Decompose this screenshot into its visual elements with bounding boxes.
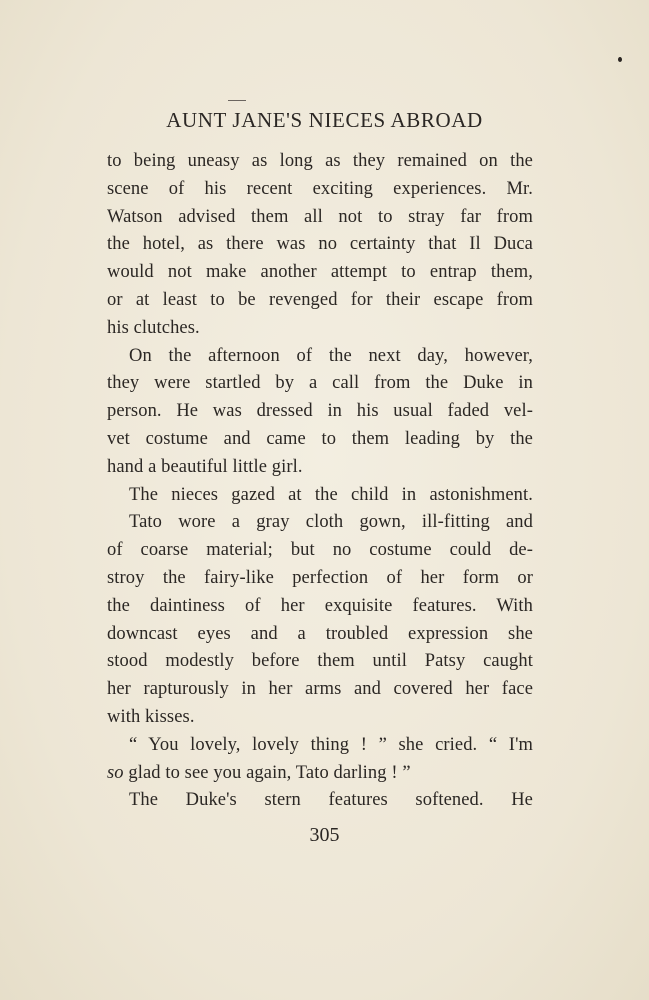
text-line: to being uneasy as long as they remained on the bbox=[107, 151, 533, 171]
text-line: On the afternoon of the next day, however, bbox=[129, 345, 533, 366]
text-line: vet costume and came to them leading by the bbox=[107, 428, 533, 449]
text-line: the hotel, as there was no certainty that Il Duca bbox=[107, 234, 533, 255]
text-line: or at least to be revenged for their escape from bbox=[107, 289, 533, 310]
text-line: Tato wore a gray cloth gown, ill-fitting and bbox=[129, 512, 533, 533]
text-line: The Duke's stern features softened. He bbox=[129, 790, 533, 811]
emphasis-word: so bbox=[107, 762, 124, 783]
print-mark bbox=[228, 100, 246, 101]
text-line: her rapturously in her arms and covered her face bbox=[107, 679, 533, 700]
text-line: stood modestly before them until Patsy caught bbox=[107, 651, 533, 672]
text-line: with kisses. bbox=[107, 706, 195, 727]
text-line: person. He was dressed in his usual faded vel- bbox=[107, 401, 533, 422]
ink-speck bbox=[618, 57, 622, 62]
text-line: scene of his recent exciting experiences. Mr. bbox=[107, 178, 533, 199]
page-number: 305 bbox=[309, 824, 340, 846]
text-line: would not make another attempt to entrap them, bbox=[107, 262, 533, 283]
text-line: his clutches. bbox=[107, 317, 200, 338]
text-line: Watson advised them all not to stray far from bbox=[107, 206, 533, 227]
line-remainder: glad to see you again, Tato darling ! ” bbox=[128, 762, 411, 783]
text-line: The nieces gazed at the child in astonishment. bbox=[129, 484, 533, 505]
text-line: the daintiness of her exquisite features. With bbox=[107, 595, 533, 616]
text-line: “ You lovely, lovely thing ! ” she cried. “ I'm bbox=[129, 734, 533, 755]
body-text bbox=[107, 148, 533, 815]
text-line: downcast eyes and a troubled expression she bbox=[107, 623, 533, 644]
text-line: they were startled by a call from the Duke in bbox=[107, 373, 533, 394]
text-line: hand a beautiful little girl. bbox=[107, 456, 303, 477]
running-title: AUNT JANE'S NIECES ABROAD bbox=[166, 108, 483, 132]
text-line: stroy the fairy-like perfection of her form or bbox=[107, 567, 533, 588]
text-line: of coarse material; but no costume could de- bbox=[107, 540, 533, 561]
text-line bbox=[107, 760, 533, 788]
